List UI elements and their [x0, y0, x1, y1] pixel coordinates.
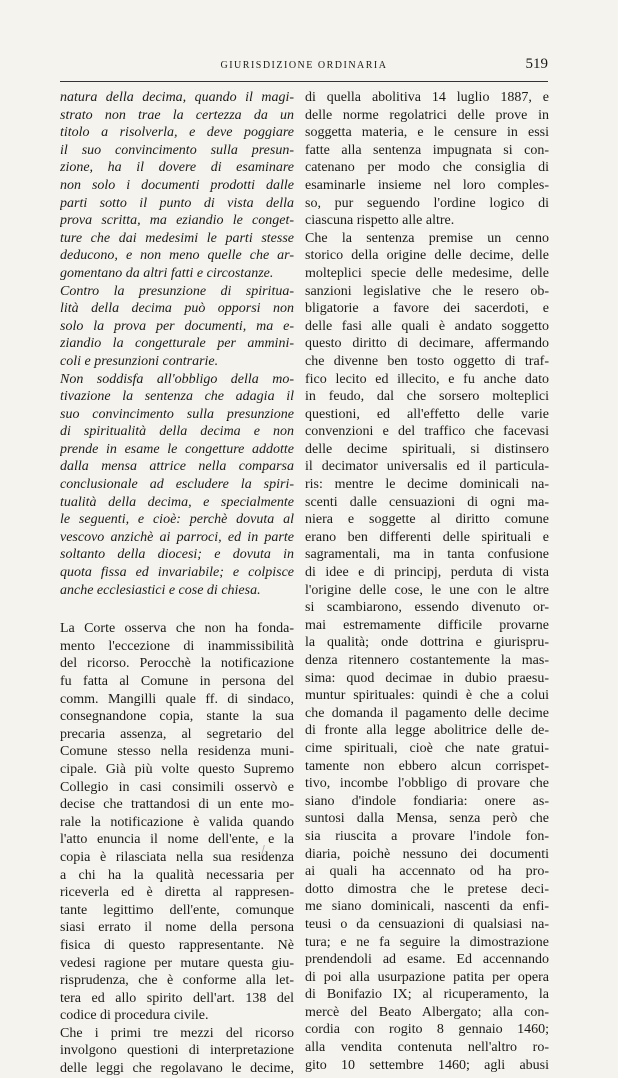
text-line: suntosi dalla Mensa, senza però che: [305, 811, 549, 827]
text-line: di spiritualità della decima e non: [60, 424, 294, 440]
text-line: gomentano da altri fatti e circostanze.: [60, 265, 274, 281]
text-line: teusi o da censuazioni di qualsiasi na-: [305, 916, 549, 932]
text-line: Comune stesso nella residenza muni-: [60, 744, 294, 760]
text-line: si scambiarono, essendo divenuto or-: [305, 600, 549, 616]
text-line: ai quali ha accennato od ha pro-: [305, 864, 549, 880]
text-line: sia riuscita a provare l'indole fon-: [305, 828, 549, 844]
text-line: titolo a risolverla, e deve poggiare: [60, 125, 294, 141]
left-body-block: [60, 620, 294, 1077]
paragraph-gap: [60, 599, 294, 620]
text-line: risprudenza, che è conforme alla let-: [60, 973, 294, 989]
text-line: tivo, incombe l'obbligo di provare che: [305, 776, 549, 792]
text-line: l'origine delle cose, le une con le altre: [305, 582, 549, 598]
text-line: scenti dalle censuazioni di ogni ma-: [305, 494, 549, 510]
text-line: prova scritta, ma eziandio le conget-: [60, 213, 294, 229]
text-line: di idee e di principj, perduta di vista: [305, 565, 549, 581]
text-line: ciascuna rispetto alle altre.: [305, 213, 455, 229]
text-line: tera ed allo spirito dell'art. 138 del: [60, 990, 294, 1006]
text-line: che divenne ben tosto oggetto di traf-: [305, 353, 549, 369]
text-line: fatte alla sentenza impugnata si con-: [305, 142, 549, 158]
text-line: suo convincimento sulla presunzione: [60, 406, 294, 422]
text-line: decise che trattandosi di un ente mo-: [60, 797, 294, 813]
text-line: non solo i documenti prodotti dalle: [60, 177, 294, 193]
text-line: dotto dimostra che le pretese deci-: [305, 881, 549, 897]
text-line: dalla mensa attrice nella comparsa: [60, 459, 294, 475]
text-line: fu fatta al Comune in persona del: [60, 674, 294, 689]
text-line: strato non trae la certezza da un: [60, 107, 294, 123]
text-line: prende in esame le congetture addotte: [60, 441, 294, 457]
text-line: copia è rilasciata nella sua residenza: [60, 849, 294, 865]
text-line: l'atto enuncia il nome dell'ente, e la: [60, 832, 294, 848]
text-line: ziandio la congetturale per ammini-: [60, 336, 294, 352]
text-line: alla vendita contenuta nell'altro ro-: [305, 1040, 549, 1056]
text-line: siasi errato il nome della persona: [60, 920, 294, 936]
text-line: sanzioni legislative che le resero ob-: [305, 283, 549, 299]
text-line: so, pur seguendo l'ordine logico di: [305, 195, 549, 211]
text-line: consegnandone copia, stante la sua: [60, 709, 294, 725]
text-line: storico della origine delle decime, delle: [305, 248, 549, 264]
text-line: catenano per modo che consiglia di: [305, 160, 549, 176]
text-line: tante legittimo dell'ente, comunque: [60, 902, 294, 918]
text-line: di fronte alla legge abolitrice delle de-: [305, 723, 549, 739]
text-line: La Corte osserva che non ha fonda-: [60, 621, 294, 637]
text-line: lità della decima può opporsi non: [60, 301, 294, 317]
text-line: gito 10 settembre 1460; agli abusi: [305, 1057, 549, 1073]
text-line: delle leggi che regolavano le decime,: [60, 1061, 294, 1077]
text-line: tura; e ne fa seguire la dimostrazione: [305, 934, 549, 950]
text-line: denza ritennero costantemente la mas-: [305, 653, 549, 668]
text-line: soltanto della diocesi; e dovuta in: [60, 547, 294, 563]
text-line: il decimator universalis ed il particula-: [305, 459, 549, 475]
text-line: le seguenti, e cioè: perchè dovuta al: [60, 512, 294, 528]
text-line: vescovo anzichè ai parroci, ed in parte: [60, 529, 294, 545]
text-line: sagramentali, ma in tanta confusione: [305, 547, 549, 563]
text-line: anche ecclesiastici e cose di chiesa.: [60, 582, 261, 598]
text-line: erano ben differenti delle spirituali e: [305, 529, 549, 545]
text-line: Che la sentenza premise un cenno: [305, 230, 549, 246]
text-line: codice di procedura civile.: [60, 1008, 209, 1024]
text-line: vedesi ragione per mutare questa giu-: [60, 955, 294, 971]
text-line: conclusionale ad escludere la spiri-: [60, 477, 294, 493]
text-line: ture che dai medesimi le parti stesse: [60, 230, 294, 246]
text-line: bligatorie a favore dei sacerdoti, e: [305, 301, 549, 317]
text-line: diaria, poichè nessuno dei documenti: [305, 846, 549, 862]
headnote-italic-block: [60, 89, 294, 599]
text-line: delle fasi alle quali è andato soggetto: [305, 318, 549, 334]
text-line: prendendoli ad esame. Ed accennando: [305, 952, 549, 968]
text-line: il suo convincimento sulla presun-: [60, 142, 294, 158]
text-line: mento l'eccezione di inammissibilità: [60, 638, 294, 654]
text-line: quota fissa ed invariabile; e colpisce: [60, 565, 294, 581]
text-line: rale la notificazione è valida quando: [60, 814, 294, 830]
text-line: questioni, ed all'effetto delle varie: [305, 406, 549, 422]
text-line: di poi alla usurpazione patita per opera: [305, 969, 549, 985]
text-line: tamente non ebbero alcun corrispet-: [305, 758, 549, 774]
text-line: solo la prova per documenti, ma e-: [60, 318, 294, 334]
text-line: sima: quod decimae in dubio praesu-: [305, 670, 549, 686]
text-line: convenzioni e del traffico che facevasi: [305, 424, 549, 440]
text-line: esaminarle insieme nel loro comples-: [305, 177, 549, 193]
text-line: soggetta materia, e le censure in essi: [305, 125, 549, 141]
text-line: delle decime spirituali, si distinsero: [305, 441, 549, 457]
text-line: Contro la presunzione di spiritua-: [60, 283, 294, 299]
text-line: precaria assenza, al segretario del: [60, 726, 294, 742]
text-line: cime spirituali, cioè che nate gratui-: [305, 740, 549, 756]
running-header: [60, 58, 548, 78]
text-line: zione, ha il dovere di esaminare: [60, 160, 294, 176]
text-line: coli e presunzioni contrarie.: [60, 353, 219, 369]
text-line: Collegio in casi consimili osservò e: [60, 779, 294, 795]
text-line: Che i primi tre mezzi del ricorso: [60, 1025, 294, 1041]
text-line: natura della decima, quando il magi-: [60, 90, 294, 105]
text-line: mai estremamente difficile provarne: [305, 617, 549, 633]
text-line: delle norme regolatrici delle prove in: [305, 107, 549, 123]
text-line: riceverla ed è diretta al rappresen-: [60, 885, 294, 901]
text-line: la qualità; onde dottrina e giurispru-: [305, 635, 549, 651]
header-rule: [60, 81, 548, 82]
text-line: in feudo, dal che sorsero molteplici: [305, 389, 549, 405]
text-line: fisica di questo rappresentante. Nè: [60, 937, 294, 953]
text-line: tualità della decima, e specialmente: [60, 494, 294, 510]
text-line: del ricorso. Perocchè la notificazione: [60, 656, 294, 672]
text-line: molteplici specie delle medesime, delle: [305, 265, 549, 281]
text-line: di Bonifazio IX; al ricuperamento, la: [305, 987, 549, 1003]
text-line: muntur spirituales: quindi è che a colui: [305, 688, 549, 704]
text-line: siano d'indole fondiaria: onere as-: [305, 793, 549, 809]
text-line: comm. Mangilli quale ff. di sindaco,: [60, 691, 294, 707]
page-number: 519: [525, 56, 548, 72]
text-line: mercè del Beato Albergato; alla con-: [305, 1004, 549, 1020]
right-column: [305, 89, 549, 1074]
text-line: involgono questioni di interpretazione: [60, 1043, 294, 1059]
text-line: me siano dominicali, nascenti da enfi-: [305, 899, 549, 915]
text-line: ris: mentre le decime dominicali na-: [305, 477, 549, 493]
text-line: cipale. Già più volte questo Supremo: [60, 761, 294, 777]
text-line: cordia con rogito 8 gennaio 1460;: [305, 1022, 549, 1038]
text-line: che domanda il pagamento delle decime: [305, 705, 549, 721]
text-line: tivazione la sentenza che adagia il: [60, 389, 294, 405]
text-line: Non soddisfa all'obbligo della mo-: [60, 371, 294, 387]
text-line: niera e soggette al diritto comune: [305, 512, 549, 528]
running-title: GIURISDIZIONE ORDINARIA: [220, 60, 388, 71]
text-line: fico lecito ed illecito, e fu anche dato: [305, 371, 549, 387]
left-column: [60, 89, 294, 1078]
text-line: a chi ha la qualità necessaria per: [60, 867, 294, 883]
text-line: deducono, e non meno quelle che ar-: [60, 248, 294, 264]
text-line: questo diritto di decimare, affermando: [305, 336, 549, 352]
text-line: parti sotto il punto di vista della: [60, 195, 294, 211]
text-line: di quella abolitiva 14 luglio 1887, e: [305, 90, 549, 105]
